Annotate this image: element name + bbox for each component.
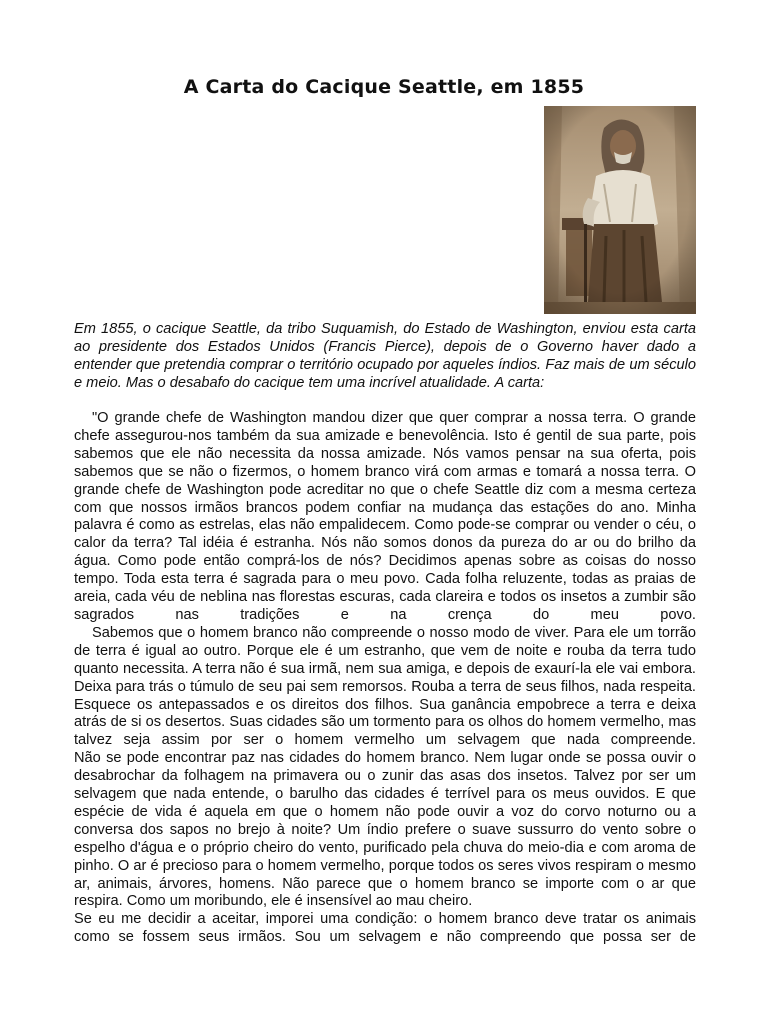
letter-paragraph: Sabemos que o homem branco não compreende o nosso modo de viver. Para ele um torrão de terra é igual ao outro. Porque ele é um estranho, que vem de noite e rouba da terra tudo quanto necessita. A terra não é sua irmã, nem sua amiga, e depois de exaurí-la ele vai embora. Deixa para trás o túmulo de seu pai sem remorsos. Rouba a terra de seus filhos, nada respeita. Esquece os antepassados e os direitos dos filhos. Sua ganância empobrece a terra e deixa atrás de si os desertos. Suas cidades são um tormento para os olhos do homem vermelho, mas talvez seja assim por ser o homem vermelho um selvagem que nada compreende. [74,624,696,749]
letter-paragraph: Não se pode encontrar paz nas cidades do homem branco. Nem lugar onde se possa ouvir o desabrochar da folhagem na primavera ou o zunir das asas dos insetos. Talvez por ser um selvagem que nada entende, o barulho das cidades é terrível para os meus ouvidos. E que espécie de vida é aquela em que o homem não pode ouvir a voz do corvo noturno ou a conversa dos sapos no brejo à noite? Um índio prefere o suave sussurro do vento sobre o espelho d'água e o próprio cheiro do vento, purificado pela chuva do meio-dia e com aroma de pinho. O ar é precioso para o homem vermelho, porque todos os seres vivos respiram o mesmo ar, animais, árvores, homens. Não parece que o homem branco se importe com o ar que respira. Como um moribundo, ele é insensível ao mau cheiro. [74,750,696,910]
intro-paragraph: Em 1855, o cacique Seattle, da tribo Suquamish, do Estado de Washington, enviou esta carta ao presidente dos Estados Unidos (Francis Pierce), depois de o Governo haver dado a entender que pretendia comprar o território ocupado por aqueles índios. Faz mais de um século e meio. Mas o desabafo do cacique tem uma incrível atualidade. A carta: [74,321,696,391]
document-title: A Carta do Cacique Seattle, em 1855 [183,76,585,98]
chief-seattle-portrait-photo [544,106,696,314]
letter-paragraph: "O grande chefe de Washington mandou dizer que quer comprar a nossa terra. O grande chefe assegurou-nos também da sua amizade e benevolência. Isto é gentil de sua parte, pois sabemos que ele não necessita da nossa amizade. Nós vamos pensar na sua oferta, pois sabemos que se não o fizermos, o homem branco virá com armas e tomará a nossa terra. O grande chefe de Washington pode acreditar no que o chefe Seattle diz com a mesma certeza com que nossos irmãos brancos podem confiar na mudança das estações do ano. Minha palavra é como as estrelas, elas não empalidecem. Como pode-se comprar ou vender o céu, o calor da terra? Tal idéia é estranha. Nós não somos donos da pureza do ar ou do brilho da água. Como pode então comprá-los de nós? Decidimos apenas sobre as coisas do nosso tempo. Toda esta terra é sagrada para o meu povo. Cada folha reluzente, todas as praias de areia, cada véu de neblina nas florestas escuras, cada clareira e todos os insetos a zumbir são sagrados nas tradições e na crença do meu povo. [74,410,696,623]
letter-paragraph: Se eu me decidir a aceitar, imporei uma condição: o homem branco deve tratar os animais como se fossem seus irmãos. Sou um selvagem e não compreendo que possa ser de [74,911,696,946]
letter-body [74,410,696,947]
